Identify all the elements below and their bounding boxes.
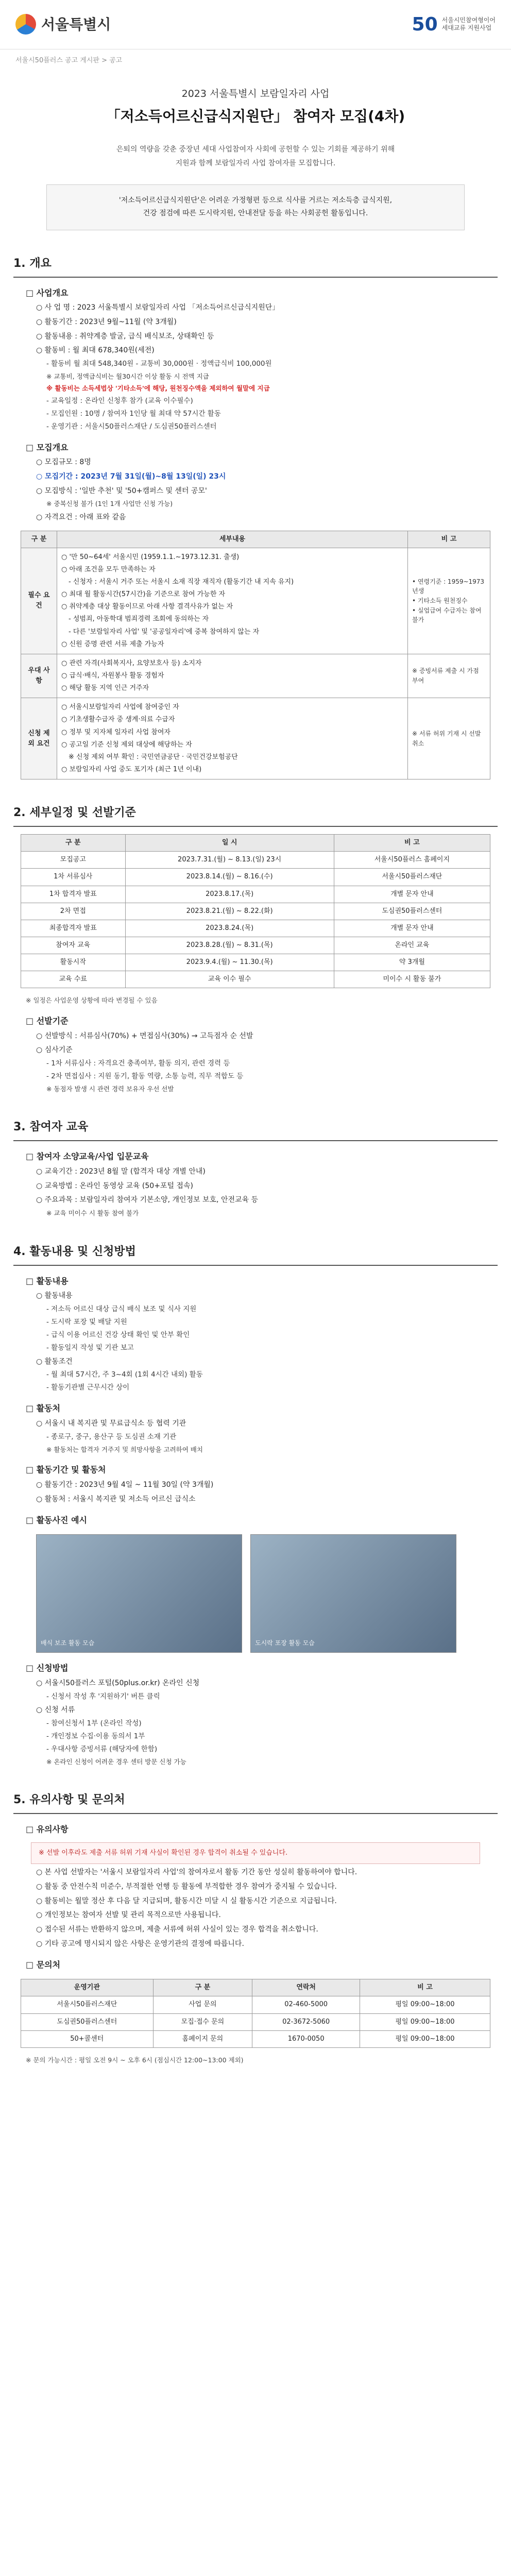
list-item: ○ 자격요건 : 아래 표와 같음 xyxy=(36,513,126,521)
list-item: - 활동비 월 최대 548,340원 - 교통비 30,000원 · 정액급식비 100,000원 xyxy=(46,360,272,368)
list-item: - 도시락 포장 및 배달 지원 xyxy=(46,1318,127,1327)
table-row xyxy=(21,2013,490,2030)
eligibility-line: ○ 공고일 기준 신청 제외 대상에 해당하는 자 xyxy=(61,740,192,749)
table-cell: 홈페이지 문의 xyxy=(153,2030,252,2047)
table-header-cell: 비 고 xyxy=(334,835,490,852)
table-row xyxy=(21,869,490,886)
eligibility-line: - 성범죄, 아동학대 범죄경력 조회에 동의하는 자 xyxy=(69,615,209,623)
page-title: 「저소득어르신급식지원단」 참여자 모집(4차) xyxy=(106,107,405,125)
table-cell: 최종합격자 발표 xyxy=(21,920,126,937)
list-item: ○ 신청 서류 xyxy=(36,1706,75,1715)
list-item: ○ 서울시 내 복지관 및 무료급식소 등 협력 기관 xyxy=(36,1419,186,1428)
table-header-cell: 비 고 xyxy=(360,1979,490,1996)
list-item: ○ 접수된 서류는 반환하지 않으며, 제출 서류에 허위 사실이 있는 경우 합격을 취소합니다. xyxy=(36,1925,318,1934)
list-item: ○ 활동조건 xyxy=(36,1357,73,1366)
list-item: ○ 모집기간 : 2023년 7월 31일(월)~8월 13일(일) 23시 xyxy=(36,472,226,481)
education-heading: □ 참여자 소양교육/사업 입문교육 xyxy=(26,1150,485,1163)
table-cell: 2023.9.4.(월) ~ 11.30.(목) xyxy=(125,954,334,971)
table-cell: 2023.8.14.(월) ~ 8.16.(수) xyxy=(125,869,334,886)
list-item: ※ 교통비, 정액급식비는 월30시간 이상 활동 시 전액 지급 xyxy=(46,372,209,381)
table-cell: 참여자 교육 xyxy=(21,937,126,954)
table-header-cell: 비 고 xyxy=(408,531,490,548)
eligibility-line: - 신청자 : 서울시 거주 또는 서울시 소재 직장 재직자 (활동기간 내 지속 유지) xyxy=(69,578,294,586)
eligibility-line: ○ 서울시보람일자리 사업에 참여중인 자 xyxy=(61,703,179,711)
contact-table xyxy=(21,1979,490,2048)
table-cell: 미이수 시 활동 불가 xyxy=(334,971,490,988)
table-row xyxy=(21,937,490,954)
eligibility-header xyxy=(21,531,490,548)
list-item: ※ 동점자 발생 시 관련 경력 보유자 우선 선발 xyxy=(46,1084,174,1093)
list-item: ○ 개인정보는 참여자 선발 및 관리 목적으로만 사용됩니다. xyxy=(36,1911,221,1920)
logo-text: 서울특별시 xyxy=(41,15,111,33)
extra-list xyxy=(0,396,511,432)
list-item: - 활동일지 작성 및 기관 보고 xyxy=(46,1343,134,1352)
table-header-cell: 구 분 xyxy=(21,531,57,548)
eligibility-line: ○ '만 50~64세' 서울시민 (1959.1.1.~1973.12.31. 출생) xyxy=(61,553,240,561)
schedule-body xyxy=(21,852,490,988)
table-cell: 1차 합격자 발표 xyxy=(21,886,126,903)
section-caution: 5. 유의사항 및 문의처 xyxy=(13,1787,498,1814)
table-cell: 활동시작 xyxy=(21,954,126,971)
eligibility-detail xyxy=(57,654,408,698)
contact-heading: □ 문의처 xyxy=(26,1959,485,1972)
eligibility-note: • 연령기준 : 1959~1973년생 • 기타소득 원천징수 • 실업급여 수급자는 참여 불가 xyxy=(408,548,490,654)
activity-list xyxy=(0,1291,511,1393)
eligibility-category: 신청 제외 요건 xyxy=(21,698,57,779)
table-cell: 사업 문의 xyxy=(153,1996,252,2013)
table-cell: 약 3개월 xyxy=(334,954,490,971)
list-item: ※ 활동처는 합격자 거주지 및 희망사항을 고려하여 배치 xyxy=(46,1445,203,1453)
photos-heading: □ 활동사진 예시 xyxy=(26,1514,485,1527)
table-row xyxy=(21,2030,490,2047)
badge-text: 서울시민참여형이어 세대교류 지원사업 xyxy=(441,16,496,32)
table-row xyxy=(21,698,490,779)
table-row xyxy=(21,971,490,988)
activity-photo: 배식 보조 활동 모습 xyxy=(36,1534,242,1653)
table-header-cell: 일 시 xyxy=(125,835,334,852)
list-item: ○ 교육기간 : 2023년 8월 말 (합격자 대상 개별 안내) xyxy=(36,1167,206,1176)
table-cell: 평일 09:00~18:00 xyxy=(360,1996,490,2013)
list-item: - 개인정보 수집·이용 동의서 1부 xyxy=(46,1732,145,1741)
list-item: ○ 선발방식 : 서류심사(70%) + 면접심사(30%) → 고득점자 순 선발 xyxy=(36,1031,253,1040)
table-cell: 02-460-5000 xyxy=(252,1996,360,2013)
table-row xyxy=(21,903,490,920)
caution-list xyxy=(0,1867,511,1950)
table-cell: 서울시50플러스 홈페이지 xyxy=(334,852,490,869)
eligibility-table-wrap xyxy=(21,531,490,780)
list-item: - 저소득 어르신 대상 급식 배식 보조 및 식사 지원 xyxy=(46,1305,197,1314)
section-overview: 1. 개요 xyxy=(13,251,498,278)
list-item: - 교육일정 : 온라인 신청후 참가 (교육 이수필수) xyxy=(46,396,193,405)
table-header-cell: 구 분 xyxy=(153,1979,252,1996)
table-cell: 2023.7.31.(월) ~ 8.13.(일) 23시 xyxy=(125,852,334,869)
eligibility-line: ○ 기초생활수급자 중 생계·의료 수급자 xyxy=(61,716,175,724)
table-row xyxy=(21,654,490,698)
apply-heading: □ 신청방법 xyxy=(26,1662,485,1675)
table-cell: 교육 이수 필수 xyxy=(125,971,334,988)
list-item: - 2차 면접심사 : 지원 동기, 활동 역량, 소통 능력, 직무 적합도 등 xyxy=(46,1072,244,1080)
intro-text: 은퇴의 역량을 갖춘 중장년 세대 사업참여자 사회에 공헌할 수 있는 기회를 제공하기 위해 지원과 함께 보람일자리 사업 참여자를 모집합니다. xyxy=(116,145,395,167)
table-header-cell: 연락처 xyxy=(252,1979,360,1996)
eligibility-detail xyxy=(57,548,408,654)
list-item: ○ 활동비는 월말 정산 후 다음 달 지급되며, 활동시간 미달 시 실 활동시간 기준으로 지급됩니다. xyxy=(36,1896,337,1905)
eligibility-detail xyxy=(57,698,408,779)
list-item: ○ 활동처 : 서울시 복지관 및 저소득 어르신 급식소 xyxy=(36,1495,196,1503)
list-item: - 월 최대 57시간, 주 3~4회 (1회 4시간 내외) 활동 xyxy=(46,1370,203,1379)
table-cell: 교육 수료 xyxy=(21,971,126,988)
seoul-logo-icon xyxy=(15,14,36,35)
badge-number: 50 xyxy=(412,13,438,35)
table-cell: 2차 면접 xyxy=(21,903,126,920)
table-cell: 1차 서류심사 xyxy=(21,869,126,886)
eligibility-note: ※ 증빙서류 제출 시 가점 부여 xyxy=(408,654,490,698)
table-cell: 50+콜센터 xyxy=(21,2030,154,2047)
list-item: - 우대사항 증빙서류 (해당자에 한함) xyxy=(46,1745,158,1753)
contact-footnote: ※ 문의 가능시간 : 평일 오전 9시 ~ 오후 6시 (점심시간 12:00~13:00 제외) xyxy=(26,2056,244,2064)
table-cell: 서울시50플러스재단 xyxy=(21,1996,154,2013)
table-header-cell: 세부내용 xyxy=(57,531,408,548)
schedule-table xyxy=(21,834,490,988)
list-item: ○ 활동내용 xyxy=(36,1292,73,1300)
list-item: - 급식 이용 어르신 건강 상태 확인 및 안부 확인 xyxy=(46,1330,190,1339)
pay-line: ○ 활동비 : 월 최대 678,340원(세전) xyxy=(36,346,155,355)
activity-heading: □ 활동내용 xyxy=(26,1275,485,1288)
recruit-list xyxy=(0,457,511,523)
criteria-list xyxy=(0,1031,511,1094)
fifty-plus-badge[interactable] xyxy=(412,10,496,39)
eligibility-body xyxy=(21,548,490,779)
list-item: - 1차 서류심사 : 자격요건 충족여부, 활동 의지, 관련 경력 등 xyxy=(46,1059,230,1067)
list-item: ※ 온라인 신청이 어려운 경우 센터 방문 신청 가능 xyxy=(46,1757,186,1766)
period-heading: □ 활동기간 및 활동처 xyxy=(26,1464,485,1477)
list-item: - 운영기관 : 서울시50플러스재단 / 도심권50플러스센터 xyxy=(46,422,217,431)
activity-photo: 도시락 포장 활동 모습 xyxy=(250,1534,456,1653)
table-row xyxy=(21,954,490,971)
list-item: ○ 모집규모 : 8명 xyxy=(36,458,91,467)
list-item: ○ 심사기준 xyxy=(36,1046,73,1055)
list-item: ○ 활동내용 : 취약계층 발굴, 급식 배식보조, 상태확인 등 xyxy=(36,332,214,341)
section-education: 3. 참여자 교육 xyxy=(13,1114,498,1141)
list-item: ○ 교육방법 : 온라인 동영상 교육 (50+포털 접속) xyxy=(36,1181,193,1190)
table-cell: 도심권50플러스센터 xyxy=(334,903,490,920)
overview-list xyxy=(0,302,511,342)
eligibility-line: ○ 해당 활동 지역 인근 거주자 xyxy=(61,684,149,692)
eligibility-line: ○ 정부 및 지자체 일자리 사업 참여자 xyxy=(61,728,171,736)
contact-table-wrap xyxy=(21,1979,490,2048)
list-item: ○ 서울시50플러스 포털(50plus.or.kr) 온라인 신청 xyxy=(36,1679,200,1687)
list-item: ○ 모집방식 : '일반 추천' 및 '50+캠퍼스 및 센터 공모' xyxy=(36,486,207,495)
schedule-header xyxy=(21,835,490,852)
table-cell: 평일 09:00~18:00 xyxy=(360,2030,490,2047)
list-item: - 신청서 작성 후 '지원하기' 버튼 클릭 xyxy=(46,1692,160,1701)
schedule-table-wrap xyxy=(21,834,490,988)
table-cell: 2023.8.17.(목) xyxy=(125,886,334,903)
period-list xyxy=(0,1480,511,1505)
table-cell: 모집공고 xyxy=(21,852,126,869)
page-subtitle: 2023 서울특별시 보람일자리 사업 xyxy=(181,88,330,100)
table-cell: 2023.8.24.(목) xyxy=(125,920,334,937)
eligibility-line: ○ 관련 자격(사회복지사, 요양보호사 등) 소지자 xyxy=(61,659,202,667)
table-cell: 1670-0050 xyxy=(252,2030,360,2047)
table-cell: 02-3672-5060 xyxy=(252,2013,360,2030)
list-item: - 참여신청서 1부 (온라인 작성) xyxy=(46,1719,142,1728)
eligibility-line: ○ 취약계층 대상 활동이므로 아래 사항 결격사유가 없는 자 xyxy=(61,603,233,611)
list-item: ○ 주요과목 : 보람일자리 참여자 기본소양, 개인정보 보호, 안전교육 등 xyxy=(36,1196,259,1205)
table-cell: 온라인 교육 xyxy=(334,937,490,954)
table-cell: 서울시50플러스재단 xyxy=(334,869,490,886)
list-item: - 종로구, 중구, 용산구 등 도심권 소재 기관 xyxy=(46,1432,177,1441)
notice-box: '저소득어르신급식지원단'은 어려운 가정형편 등으로 식사를 거르는 저소득층 급식지원, 건강 점검에 따른 도시락지원, 안내전달 등을 하는 사회공헌 활동입니다. xyxy=(46,184,465,230)
list-item: ○ 사 업 명 : 2023 서울특별시 보람일자리 사업 「저소득어르신급식지원단」 xyxy=(36,303,280,312)
list-item: ※ 활동비는 소득세법상 '기타소득'에 해당, 원천징수액을 제외하여 월말에 지급 xyxy=(46,384,270,393)
eligibility-line: ○ 급식·배식, 자원봉사 활동 경험자 xyxy=(61,671,164,680)
list-item: - 모집인원 : 10명 / 참여자 1인당 월 최대 약 57시간 활동 xyxy=(46,409,221,418)
eligibility-line: ○ 보람일자리 사업 중도 포기자 (최근 1년 이내) xyxy=(61,765,202,773)
activity-photos xyxy=(36,1534,475,1653)
list-item: ○ 활동 중 안전수칙 미준수, 부적절한 언행 등 활동에 부적합한 경우 참여가 중지될 수 있습니다. xyxy=(36,1883,337,1891)
breadcrumb: 서울시50플러스 공고 게시판 > 공고 xyxy=(15,57,123,64)
table-cell: 2023.8.21.(월) ~ 8.22.(화) xyxy=(125,903,334,920)
eligibility-table xyxy=(21,531,490,780)
eligibility-line: ○ 신원 증명 관련 서류 제출 가능자 xyxy=(61,640,164,648)
education-list xyxy=(0,1166,511,1218)
list-item: - 활동기관별 근무시간 상이 xyxy=(46,1383,130,1392)
table-cell: 평일 09:00~18:00 xyxy=(360,2013,490,2030)
eligibility-category: 필수 요건 xyxy=(21,548,57,654)
table-cell: 개별 문자 안내 xyxy=(334,920,490,937)
place-list xyxy=(0,1418,511,1454)
section-schedule: 2. 세부일정 및 선발기준 xyxy=(13,800,498,827)
overview-heading: □ 사업개요 xyxy=(26,287,485,300)
list-item: ○ 활동기간 : 2023년 9월~11월 (약 3개월) xyxy=(36,318,177,327)
schedule-footnote: ※ 일정은 사업운영 상황에 따라 변경될 수 있음 xyxy=(26,996,158,1005)
table-row xyxy=(21,1996,490,2013)
table-cell: 도심권50플러스센터 xyxy=(21,2013,154,2030)
site-header xyxy=(0,0,511,49)
table-cell: 개별 문자 안내 xyxy=(334,886,490,903)
list-item: ※ 교육 미이수 시 활동 참여 불가 xyxy=(46,1209,139,1217)
pay-list xyxy=(0,359,511,394)
caution-heading: □ 유의사항 xyxy=(26,1823,485,1836)
table-row xyxy=(21,920,490,937)
eligibility-category: 우대 사항 xyxy=(21,654,57,698)
place-heading: □ 활동처 xyxy=(26,1402,485,1415)
table-header-cell: 운영기관 xyxy=(21,1979,154,1996)
title-block xyxy=(0,72,511,132)
contact-header xyxy=(21,1979,490,1996)
criteria-heading: □ 선발기준 xyxy=(26,1015,485,1028)
warning-box: ※ 선발 이후라도 제출 서류 허위 기재 사실이 확인된 경우 합격이 취소될 수 있습니다. xyxy=(31,1842,480,1864)
section-activity: 4. 활동내용 및 신청방법 xyxy=(13,1239,498,1266)
table-row xyxy=(21,852,490,869)
eligibility-line: - 다른 '보람일자리 사업' 및 '공공일자리'에 중복 참여하지 않는 자 xyxy=(69,628,260,636)
eligibility-line: ○ 아래 조건을 모두 만족하는 자 xyxy=(61,565,156,573)
list-item: ○ 본 사업 선발자는 '서울시 보람일자리 사업'의 참여자로서 활동 기간 동안 성실히 활동하여야 합니다. xyxy=(36,1868,357,1877)
table-cell: 2023.8.28.(월) ~ 8.31.(목) xyxy=(125,937,334,954)
table-row xyxy=(21,886,490,903)
list-item: ○ 기타 공고에 명시되지 않은 사항은 운영기관의 결정에 따릅니다. xyxy=(36,1939,244,1948)
apply-list xyxy=(0,1678,511,1767)
contact-body xyxy=(21,1996,490,2047)
seoul-logo[interactable] xyxy=(15,13,111,36)
table-row xyxy=(21,548,490,654)
recruit-heading: □ 모집개요 xyxy=(26,442,485,454)
table-cell: 모집·접수 문의 xyxy=(153,2013,252,2030)
eligibility-line: ○ 최대 월 활동시간(57시간)을 기준으로 참여 가능한 자 xyxy=(61,590,226,599)
table-header-cell: 구 분 xyxy=(21,835,126,852)
list-item: ○ 활동기간 : 2023년 9월 4일 ~ 11월 30일 (약 3개월) xyxy=(36,1480,214,1489)
list-item: ※ 중복신청 불가 (1인 1개 사업만 신청 가능) xyxy=(46,500,173,508)
eligibility-note: ※ 서류 허위 기재 시 선발 취소 xyxy=(408,698,490,779)
eligibility-line: ※ 신청 제외 여부 확인 : 국민연금공단 · 국민건강보험공단 xyxy=(69,753,238,761)
